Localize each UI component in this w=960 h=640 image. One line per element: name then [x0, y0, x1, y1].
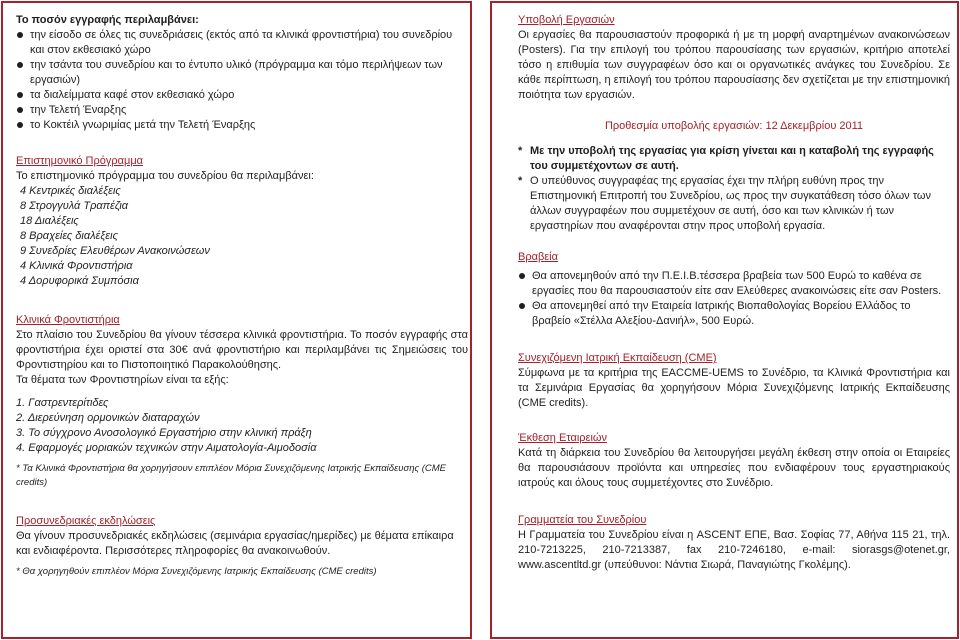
list-item: 1. Γαστρεντερίτιδες [16, 397, 109, 409]
right-column [518, 13, 950, 573]
list-item: Θα απονεμηθεί από την Εταιρεία Ιατρικής Βιοπαθολογίας Βορείου Ελλάδος το βραβείο «Στέλλα Αλεξίου-Δανιήλ», 500 Ευρώ. [518, 299, 950, 329]
list-item: 2. Διερεύνηση ορμονικών διαταραχών [16, 412, 200, 424]
awards-list [518, 269, 950, 329]
includes-list [16, 28, 468, 133]
list-item: 4 Κεντρικές διαλέξεις [20, 185, 121, 197]
list-item: 8 Βραχείες διαλέξεις [20, 230, 118, 242]
exhibit-heading: Έκθεση Εταιρειών [518, 432, 607, 444]
list-item: την είσοδο σε όλες τις συνεδριάσεις (εκτός από τα κλινικά φροντιστήρια) του συνεδρίου και στον εκθεσιακό χώρο [16, 28, 468, 58]
workshops-heading: Κλινικά Φροντιστήρια [16, 314, 120, 326]
list-item: το Κοκτέιλ γνωριμίας μετά την Τελετή Έναρξης [16, 118, 468, 133]
program-intro: Το επιστημονικό πρόγραμμα του συνεδρίου θα περιλαμβάνει: [16, 170, 314, 182]
abstracts-heading: Υποβολή Εργασιών [518, 14, 615, 26]
bullet-icon [519, 273, 525, 279]
list-item: 3. Το σύγχρονο Ανοσολογικό Εργαστήριο στην κλινική πράξη [16, 427, 312, 439]
workshops-topics-title: Τα θέματα των Φροντιστηρίων είναι τα εξής: [16, 374, 229, 386]
bullet-icon [17, 32, 23, 38]
program-heading: Επιστημονικό Πρόγραμμα [16, 155, 144, 167]
exhibit-text: Κατά τη διάρκεια του Συνεδρίου θα λειτουργήσει μεγάλη έκθεση στην οποία οι Εταιρείες θα παρουσιάσουν προϊόντα και υπηρεσίες που ενδιαφέρουν τους εργαστηριακούς ιατρούς και όλους τους συμμετέχοντες στο Συνέδριο. [518, 447, 950, 489]
note-submission: * Με την υποβολή της εργασίας για κρίση γίνεται και η καταβολή της εγγραφής του συμμετέχοντων σε αυτή. [518, 145, 934, 172]
secretariat-text: Η Γραμματεία του Συνεδρίου είναι η ASCENT ΕΠΕ, Βασ. Σοφίας 77, Αθήνα 115 21, τηλ. 210-7213225, 210-7213387, fax 210-7246180, e-mail: siorasgs@otenet.gr, www.ascentltd.gr (υπεύθυνοι: Νάντια Σιωρά, Παναγιώτης Γκολέμης). [518, 529, 950, 571]
list-item: την τσάντα του συνεδρίου και το έντυπο υλικό (πρόγραμμα και τόμο περιλήψεων των εργασιών) [16, 58, 468, 88]
workshops-text: Στο πλαίσιο του Συνεδρίου θα γίνουν τέσσερα κλινικά φροντιστήρια. Το ποσόν εγγραφής στα φροντιστήρια έχει οριστεί στα 30€ ανά φροντιστήριο και περιλαμβάνει τις Σημειώσεις του Φροντιστηρίου και το Πιστοποιητικό Παρακολούθησης. [16, 329, 468, 371]
deadline-text: Προθεσμία υποβολής εργασιών: 12 Δεκεμβρίου 2011 [604, 120, 864, 132]
includes-title: Το ποσόν εγγραφής περιλαμβάνει: [16, 14, 199, 26]
list-item: 9 Συνεδρίες Ελευθέρων Ανακοινώσεων [20, 245, 210, 257]
list-item: 8 Στρογγυλά Τραπέζια [20, 200, 129, 212]
bullet-icon [17, 92, 23, 98]
cme-text: Σύμφωνα με τα κριτήρια της EACCME-UEMS το Συνέδριο, τα Κλινικά Φροντιστήρια και τα Σεμινάρια Εργασίας θα χορηγήσουν Μόρια Συνεχιζόμενης Ιατρικής Εκπαίδευσης (CME credits). [518, 367, 950, 409]
awards-heading: Βραβεία [518, 251, 558, 263]
secretariat-heading: Γραμματεία του Συνεδρίου [518, 514, 647, 526]
social-heading: Προσυνεδριακές εκδηλώσεις [16, 515, 156, 527]
list-item: Θα απονεμηθούν από την Π.Ε.Ι.Β.τέσσερα βραβεία των 500 Ευρώ το καθένα σε εργασίες που θα παρουσιαστούν είτε σαν Ελεύθερες ανακοινώσεις είτε σαν Posters. [518, 269, 950, 299]
bullet-icon [17, 107, 23, 113]
list-item: τα διαλείμματα καφέ στον εκθεσιακό χώρο [16, 88, 468, 103]
bullet-icon [17, 122, 23, 128]
list-item: 4. Εφαρμογές μοριακών τεχνικών στην Αιματολογία-Αιμοδοσία [16, 442, 317, 454]
bullet-icon [519, 303, 525, 309]
list-item: την Τελετή Έναρξης [16, 103, 468, 118]
workshops-topics [16, 396, 468, 456]
list-item: 4 Δορυφορικά Συμπόσια [20, 275, 139, 287]
workshops-note: * Τα Κλινικά Φροντιστήρια θα χορηγήσουν επιπλέον Μόρια Συνεχιζόμενης Ιατρικής Εκπαίδευσης (CME credits) [16, 463, 447, 488]
list-item: 18 Διαλέξεις [20, 215, 79, 227]
abstracts-text: Οι εργασίες θα παρουσιαστούν προφορικά ή με τη μορφή αναρτημένων ανακοινώσεων (Posters). Για την επιλογή του τρόπου παρουσίασης των εργασιών, κριτήριο αποτελεί τόσο η επιθυμία των συγγραφέων όσο και οι οργανωτικές ανάγκες του Συνεδρίου. Σε κάθε περίπτωση, η επιλογή του τρόπου παρουσίασης δεν σχετίζεται με την επιστημονική ποιότητα των εργασιών. [518, 29, 950, 101]
program-list [16, 184, 468, 289]
bullet-icon [17, 62, 23, 68]
note-author: * Ο υπεύθυνος συγγραφέας της εργασίας έχει την πλήρη ευθύνη προς την Επιστημονική Επιτροπή του Συνεδρίου, ως προς την συγκατάθεση τόσο όλων των άλλων συγγραφέων που συμμετέχουν σε αυτή, όσο και των κλινικών ή των εργαστηρίων που αναφέρονται στην προς υποβολή εργασία. [518, 175, 932, 232]
list-item: 4 Κλινικά Φροντιστήρια [20, 260, 133, 272]
social-text: Θα γίνουν προσυνεδριακές εκδηλώσεις (σεμινάρια εργασίας/ημερίδες) με θέματα επίκαιρα και ενδιαφέροντα. Περισσότερες πληροφορίες θα ανακοινωθούν. [16, 530, 454, 557]
left-column [16, 13, 468, 579]
social-note: * Θα χορηγηθούν επιπλέον Μόρια Συνεχιζόμενης Ιατρικής Εκπαίδευσης (CME credits) [16, 566, 377, 577]
cme-heading: Συνεχιζόμενη Ιατρική Εκπαίδευση (CME) [518, 352, 717, 364]
